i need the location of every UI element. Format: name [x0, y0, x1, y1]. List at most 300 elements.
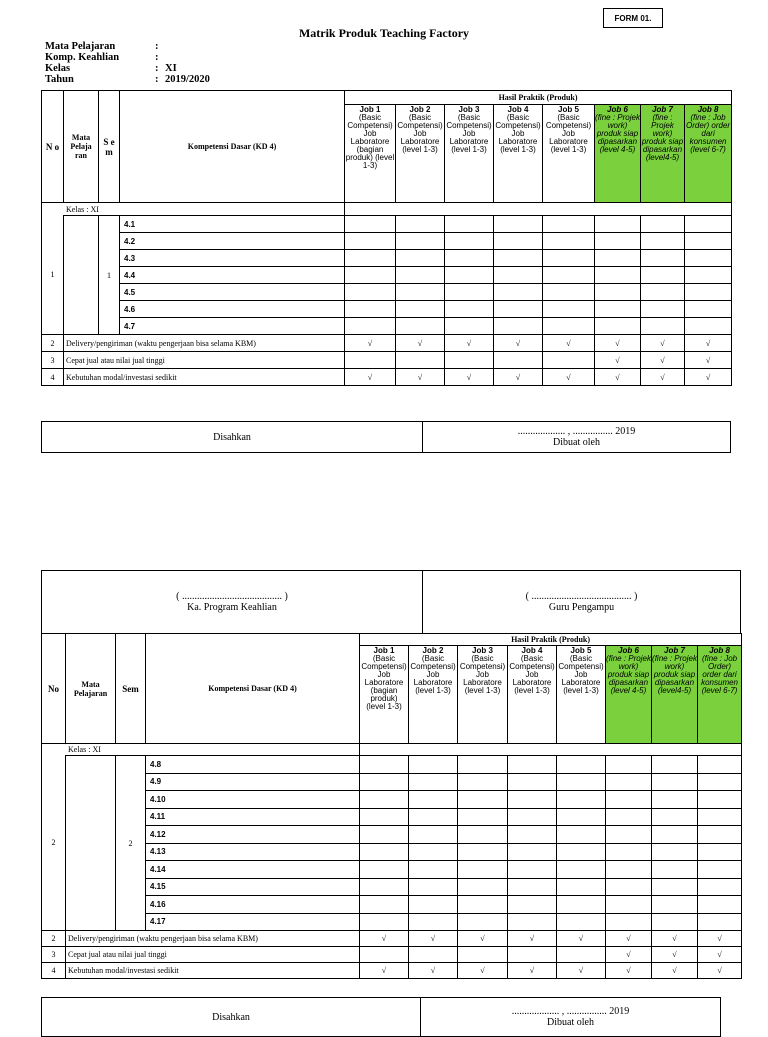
job-cell [557, 843, 606, 861]
job-cell [698, 773, 742, 791]
kd-row [42, 843, 742, 861]
kd-code: 4.7 [120, 318, 345, 335]
check-mark: √ [345, 369, 396, 386]
job-cell [698, 826, 742, 844]
job-cell [360, 808, 409, 826]
kd-code: 4.16 [146, 896, 360, 914]
job-cell [595, 301, 641, 318]
job-cell [606, 878, 652, 896]
job-cell [652, 878, 698, 896]
job-cell [345, 267, 396, 284]
row-number: 1 [42, 216, 64, 335]
job-cell [445, 284, 494, 301]
job-cell [445, 250, 494, 267]
job-cell [543, 216, 595, 233]
job-cell [557, 773, 606, 791]
job-cell [396, 318, 445, 335]
job-cell [345, 284, 396, 301]
kd-row [42, 756, 742, 774]
ka-dots: ( ........................................ ) [176, 591, 288, 602]
check-mark: √ [606, 963, 652, 979]
job-cell [360, 773, 409, 791]
kd-code: 4.14 [146, 861, 360, 879]
job-cell [698, 808, 742, 826]
job-name: Job 3 [458, 105, 480, 114]
kd-row [42, 773, 742, 791]
job-desc: (fine : Projek work) produk siap dipasarkan (level4-5) [641, 113, 684, 162]
check-mark [345, 352, 396, 369]
job-cell [652, 826, 698, 844]
job-cell [508, 913, 557, 931]
job-cell [557, 808, 606, 826]
criteria-row [42, 931, 742, 947]
job-header [543, 105, 595, 203]
kd-code: 4.15 [146, 878, 360, 896]
kd-code: 4.17 [146, 913, 360, 931]
job-cell [641, 284, 685, 301]
job-cell [458, 913, 508, 931]
job-name: Job 1 [373, 646, 395, 655]
job-cell [458, 861, 508, 879]
check-mark: √ [641, 335, 685, 352]
job-cell [396, 284, 445, 301]
meta-value: 2019/2020 [165, 74, 210, 85]
job-desc: (fine : Job Order) order dari konsumen (level 6-7) [686, 113, 731, 154]
job-cell [641, 250, 685, 267]
job-desc: (Basic Competensi) Job Laboratore (level 1-3) [397, 113, 443, 154]
job-cell [494, 301, 543, 318]
job-header [641, 105, 685, 203]
job-header [396, 105, 445, 203]
kd-code: 4.4 [120, 267, 345, 284]
job-cell [360, 896, 409, 914]
job-cell [641, 318, 685, 335]
col-kd-header: Kompetensi Dasar (KD 4) [120, 91, 345, 203]
job-cell [458, 826, 508, 844]
job-cell [409, 791, 458, 809]
meta-label: Komp. Keahlian [45, 52, 120, 63]
job-cell [409, 808, 458, 826]
job-desc: (fine : Job Order) order dari konsumen (level 6-7) [701, 654, 739, 695]
check-mark: √ [698, 947, 742, 963]
job-desc: (fine : Projek work) produk siap dipasarkan (level 4-5) [595, 113, 640, 154]
job-cell [458, 773, 508, 791]
job-cell [445, 267, 494, 284]
check-mark [360, 947, 409, 963]
job-cell [595, 233, 641, 250]
job-cell [360, 826, 409, 844]
check-mark: √ [595, 369, 641, 386]
criteria-row [42, 352, 732, 369]
job-desc: (fine : Projek work) produk siap dipasarkan (level 4-5) [606, 654, 651, 695]
criteria-text: Cepat jual atau nilai jual tinggi [66, 947, 360, 963]
check-mark [445, 352, 494, 369]
job-cell [698, 756, 742, 774]
job-cell [409, 826, 458, 844]
dibuat-label: Dibuat oleh [547, 1017, 594, 1028]
job-name: Job 2 [422, 646, 444, 655]
job-cell [360, 913, 409, 931]
job-cell [396, 216, 445, 233]
job-cell [595, 284, 641, 301]
job-cell [606, 861, 652, 879]
job-cell [652, 913, 698, 931]
kd-row [42, 896, 742, 914]
job-header [345, 105, 396, 203]
job-cell [445, 216, 494, 233]
job-name: Job 7 [652, 105, 673, 114]
job-name: Job 8 [709, 646, 730, 655]
disahkan-label: Disahkan [213, 431, 251, 443]
job-cell [494, 250, 543, 267]
check-mark: √ [652, 931, 698, 947]
job-cell [557, 756, 606, 774]
check-mark: √ [685, 369, 732, 386]
criteria-row [42, 963, 742, 979]
job-cell [543, 250, 595, 267]
check-mark: √ [345, 335, 396, 352]
job-cell [606, 791, 652, 809]
job-cell [557, 878, 606, 896]
job-cell [458, 791, 508, 809]
dibuat-cell [421, 998, 720, 1036]
job-desc: (Basic Competensi) Job Laboratore (bagian produk) (level 1-3) [361, 654, 407, 711]
job-cell [409, 756, 458, 774]
job-name: Job 2 [409, 105, 431, 114]
job-cell [445, 318, 494, 335]
criteria-text: Kebutuhan modal/investasi sedikit [66, 963, 360, 979]
check-mark: √ [641, 352, 685, 369]
job-cell [396, 301, 445, 318]
criteria-row [42, 947, 742, 963]
job-desc: (Basic Competensi) Job Laboratore (level 1-3) [558, 654, 604, 695]
job-header [494, 105, 543, 203]
check-mark: √ [396, 369, 445, 386]
job-cell [652, 843, 698, 861]
job-name: Job 3 [472, 646, 493, 655]
kd-row [42, 267, 732, 284]
check-mark: √ [543, 369, 595, 386]
check-mark: √ [458, 931, 508, 947]
page-title: Matrik Produk Teaching Factory [298, 26, 470, 40]
job-header [606, 646, 652, 744]
job-name: Job 4 [507, 105, 529, 114]
job-header [652, 646, 698, 744]
job-cell [595, 216, 641, 233]
job-cell [508, 878, 557, 896]
col-mapel-header: Mata Pelaja ran [64, 91, 99, 203]
kd-row [42, 284, 732, 301]
kd-code: 4.12 [146, 826, 360, 844]
check-mark: √ [606, 931, 652, 947]
kelas-label: Kelas : XI [42, 744, 360, 756]
job-desc: (fine : Projek work) produk siap dipasarkan (level4-5) [652, 654, 697, 695]
check-mark: √ [409, 931, 458, 947]
col-sem-header: S e m [99, 91, 120, 203]
col-sem-header: Sem [116, 634, 146, 744]
check-mark: √ [641, 369, 685, 386]
job-cell [652, 861, 698, 879]
criteria-row [42, 369, 732, 386]
job-cell [685, 318, 732, 335]
check-mark: √ [494, 369, 543, 386]
job-cell [508, 843, 557, 861]
job-cell [606, 843, 652, 861]
check-mark [494, 352, 543, 369]
kd-code: 4.1 [120, 216, 345, 233]
check-mark: √ [595, 352, 641, 369]
kd-code: 4.11 [146, 808, 360, 826]
job-name: Job 6 [607, 105, 628, 114]
job-cell [508, 826, 557, 844]
date-line: ................... , ................ 2019 [511, 1006, 630, 1017]
job-cell [641, 233, 685, 250]
job-cell [360, 878, 409, 896]
row-number: 2 [42, 756, 66, 931]
meta-sep: : [155, 63, 159, 74]
ka-program-cell [42, 571, 423, 633]
kd-code: 4.2 [120, 233, 345, 250]
job-cell [641, 301, 685, 318]
disahkan-cell [42, 998, 421, 1036]
check-mark [543, 352, 595, 369]
job-cell [685, 250, 732, 267]
job-header [458, 646, 508, 744]
check-mark: √ [543, 335, 595, 352]
kd-row [42, 861, 742, 879]
job-desc: (Basic Competensi) Job Laboratore (level 1-3) [410, 654, 456, 695]
job-desc: (Basic Competensi) Job Laboratore (level 1-3) [446, 113, 492, 154]
criteria-text: Cepat jual atau nilai jual tinggi [64, 352, 345, 369]
check-mark: √ [360, 931, 409, 947]
hasil-praktik-header: Hasil Praktik (Produk) [345, 91, 732, 105]
job-cell [360, 843, 409, 861]
job-cell [543, 284, 595, 301]
job-cell [595, 250, 641, 267]
guru-dots: ( ........................................ ) [525, 591, 638, 602]
job-header [409, 646, 458, 744]
job-cell [595, 318, 641, 335]
kd-code: 4.8 [146, 756, 360, 774]
job-cell [641, 267, 685, 284]
job-cell [685, 267, 732, 284]
job-cell [458, 878, 508, 896]
criteria-number: 4 [42, 369, 64, 386]
kd-code: 4.6 [120, 301, 345, 318]
signature-box-bottom [41, 997, 721, 1037]
criteria-number: 2 [42, 335, 64, 352]
kd-code: 4.13 [146, 843, 360, 861]
semester-cell: 2 [116, 756, 146, 931]
check-mark: √ [445, 335, 494, 352]
criteria-number: 3 [42, 352, 64, 369]
job-cell [409, 896, 458, 914]
job-cell [345, 216, 396, 233]
dibuat-cell [423, 422, 730, 452]
job-cell [641, 216, 685, 233]
job-cell [606, 826, 652, 844]
meta-label: Mata Pelajaran [45, 41, 116, 52]
kd-row [42, 791, 742, 809]
job-cell [557, 826, 606, 844]
kd-row [42, 216, 732, 233]
job-cell [409, 843, 458, 861]
date-line: ................... , ................ 2019 [517, 426, 636, 437]
criteria-text: Delivery/pengiriman (waktu pengerjaan bisa selama KBM) [64, 335, 345, 352]
job-cell [494, 216, 543, 233]
col-kd-header: Kompetensi Dasar (KD 4) [146, 634, 360, 744]
dibuat-label: Dibuat oleh [553, 437, 600, 448]
job-cell [606, 773, 652, 791]
job-name: Job 1 [359, 105, 381, 114]
job-cell [360, 756, 409, 774]
job-header [508, 646, 557, 744]
kd-row [42, 250, 732, 267]
meta-sep: : [155, 74, 159, 85]
kd-row [42, 233, 732, 250]
kd-row [42, 826, 742, 844]
meta-sep: : [155, 41, 159, 52]
job-cell [360, 861, 409, 879]
job-cell [685, 284, 732, 301]
guru-cell [423, 571, 740, 633]
job-cell [606, 913, 652, 931]
job-desc: (Basic Competensi) Job Laboratore (level 1-3) [509, 654, 555, 695]
criteria-number: 4 [42, 963, 66, 979]
job-cell [685, 216, 732, 233]
job-cell [445, 301, 494, 318]
job-name: Job 5 [570, 646, 592, 655]
criteria-row [42, 335, 732, 352]
job-header [360, 646, 409, 744]
job-desc: (Basic Competensi) Job Laboratore (level 1-3) [459, 654, 506, 695]
check-mark: √ [396, 335, 445, 352]
check-mark: √ [360, 963, 409, 979]
job-cell [409, 773, 458, 791]
check-mark: √ [508, 931, 557, 947]
mapel-cell [66, 756, 116, 931]
kd-code: 4.9 [146, 773, 360, 791]
job-cell [409, 913, 458, 931]
job-cell [458, 896, 508, 914]
kd-row [42, 913, 742, 931]
job-cell [508, 773, 557, 791]
job-cell [543, 301, 595, 318]
kd-row [42, 808, 742, 826]
check-mark [508, 947, 557, 963]
job-cell [409, 861, 458, 879]
check-mark: √ [494, 335, 543, 352]
job-name: Job 4 [521, 646, 543, 655]
job-cell [606, 756, 652, 774]
job-header [685, 105, 732, 203]
check-mark: √ [652, 947, 698, 963]
job-name: Job 5 [558, 105, 579, 114]
kd-row [42, 301, 732, 318]
matrix-table-bottom [41, 633, 742, 979]
check-mark: √ [458, 963, 508, 979]
check-mark [396, 352, 445, 369]
kd-row [42, 878, 742, 896]
job-cell [698, 843, 742, 861]
job-cell [409, 878, 458, 896]
job-cell [458, 843, 508, 861]
col-no-header: N o [42, 91, 64, 203]
job-cell [557, 913, 606, 931]
job-cell [508, 861, 557, 879]
job-cell [345, 250, 396, 267]
check-mark: √ [606, 947, 652, 963]
job-desc: (Basic Competensi) Job Laboratore (bagian produk) (level 1-3) [345, 113, 395, 170]
check-mark: √ [445, 369, 494, 386]
job-desc: (Basic Competensi) Job Laboratore (level 1-3) [545, 113, 592, 154]
job-cell [345, 301, 396, 318]
job-cell [652, 896, 698, 914]
criteria-number: 2 [42, 931, 66, 947]
job-cell [652, 791, 698, 809]
job-name: Job 8 [697, 105, 719, 114]
job-cell [698, 896, 742, 914]
form-code: FORM 01. [603, 8, 663, 28]
job-cell [508, 896, 557, 914]
job-cell [458, 808, 508, 826]
check-mark: √ [557, 931, 606, 947]
check-mark: √ [508, 963, 557, 979]
mapel-cell [64, 216, 99, 335]
job-cell [698, 791, 742, 809]
job-cell [445, 233, 494, 250]
meta-block [45, 41, 210, 85]
job-cell [595, 267, 641, 284]
kd-row [42, 318, 732, 335]
job-name: Job 6 [618, 646, 639, 655]
col-mapel-header: Mata Pelajaran [66, 634, 116, 744]
job-cell [652, 808, 698, 826]
check-mark: √ [409, 963, 458, 979]
signature-names-box [41, 570, 741, 634]
job-cell [698, 913, 742, 931]
ka-role: Ka. Program Keahlian [187, 602, 277, 613]
job-cell [508, 808, 557, 826]
check-mark: √ [685, 352, 732, 369]
job-cell [494, 318, 543, 335]
signature-box-top [41, 421, 731, 453]
guru-role: Guru Pengampu [548, 602, 615, 613]
job-cell [606, 808, 652, 826]
criteria-text: Delivery/pengiriman (waktu pengerjaan bisa selama KBM) [66, 931, 360, 947]
job-cell [396, 233, 445, 250]
job-cell [494, 267, 543, 284]
job-cell [606, 896, 652, 914]
kelas-label: Kelas : XI [42, 203, 345, 216]
job-cell [508, 791, 557, 809]
kd-code: 4.3 [120, 250, 345, 267]
matrix-table-top [41, 90, 732, 386]
job-header [698, 646, 742, 744]
check-mark: √ [595, 335, 641, 352]
job-cell [543, 318, 595, 335]
job-cell [698, 861, 742, 879]
col-no-header: No [42, 634, 66, 744]
job-cell [508, 756, 557, 774]
job-cell [494, 284, 543, 301]
job-cell [345, 318, 396, 335]
meta-label: Kelas [45, 63, 71, 74]
check-mark: √ [557, 963, 606, 979]
check-mark [458, 947, 508, 963]
disahkan-label: Disahkan [212, 1011, 250, 1023]
job-header [595, 105, 641, 203]
